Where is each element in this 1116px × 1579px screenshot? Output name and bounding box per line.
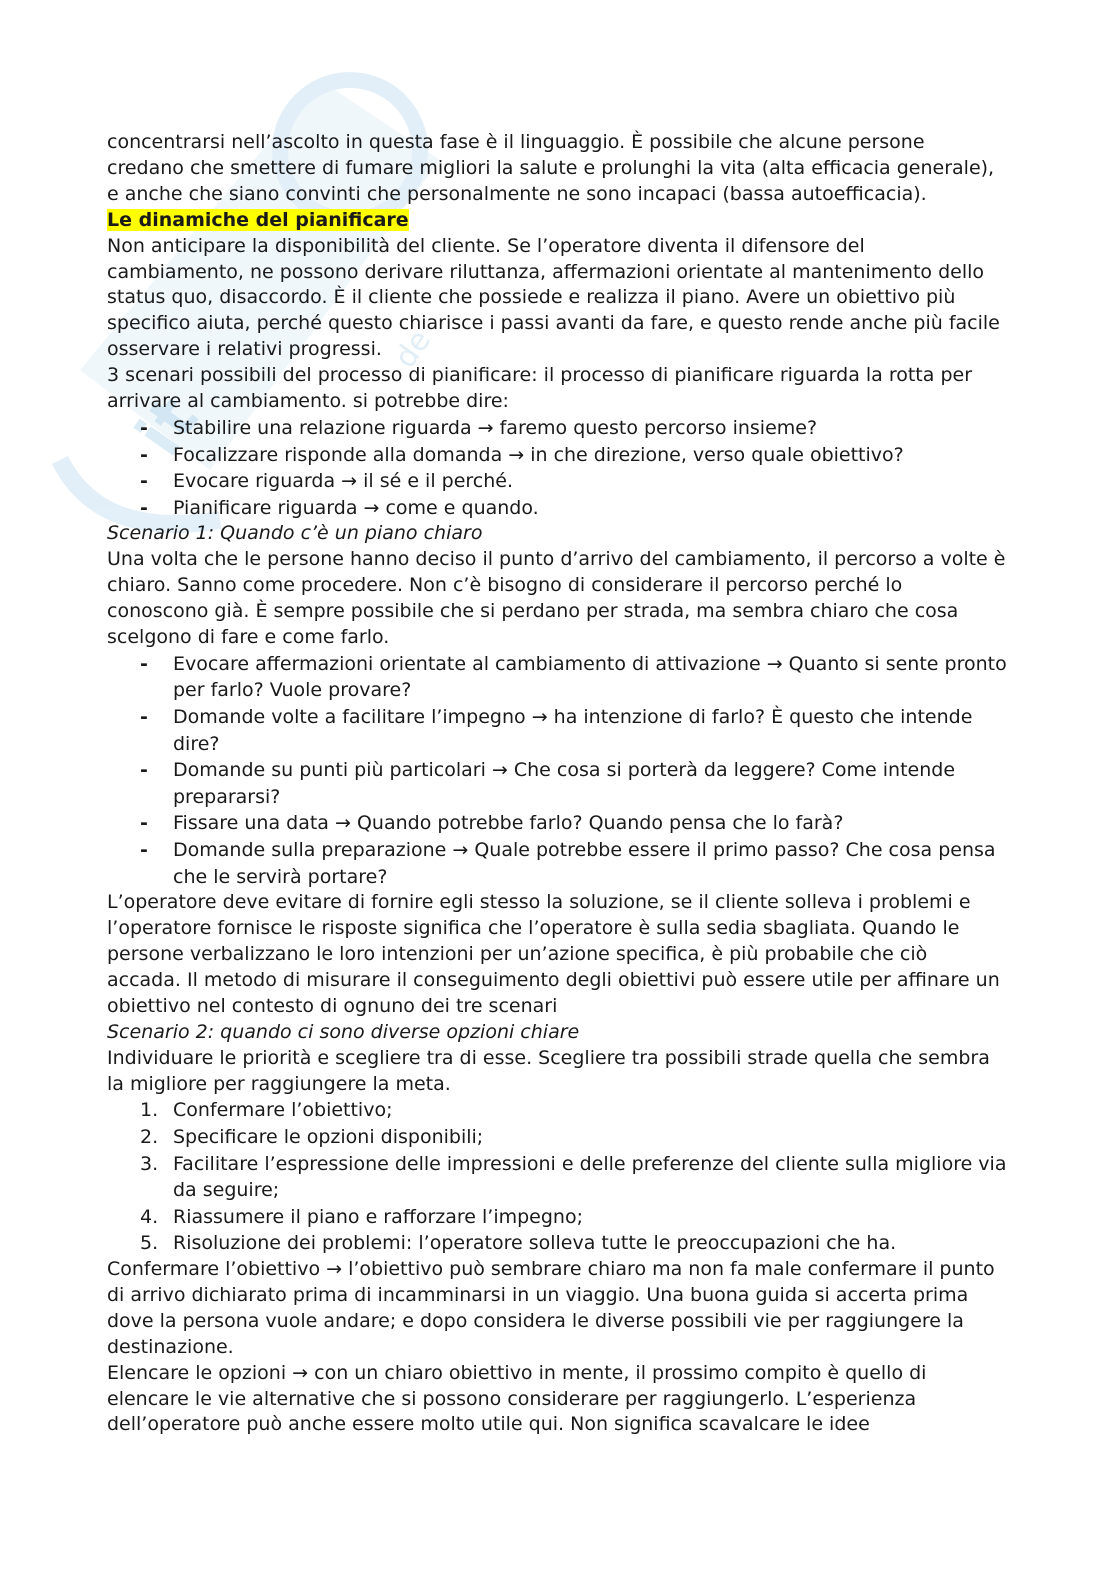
list-number: 3. bbox=[140, 1152, 159, 1175]
paragraph-list-options: Elencare le opzioni → con un chiaro obiettivo in mente, il prossimo compito è quello di elencare le vie alternative che si possono considerare per raggiungerlo. L’esperienza dell’operatore può anche essere molto utile qui. Non significa scavalcare le idee bbox=[107, 1361, 927, 1436]
list-item: - Domande su punti più particolari → Che cosa si porterà da leggere? Come intende prepararsi? bbox=[107, 757, 1007, 810]
document-page bbox=[107, 130, 1007, 1438]
list-item: - Domande volte a facilitare l’impegno → ha intenzione di farlo? È questo che intende dire? bbox=[107, 704, 1007, 757]
list-item: - Domande sulla preparazione → Quale potrebbe essere il primo passo? Che cosa pensa che le servirà portare? bbox=[107, 837, 1007, 890]
list-item bbox=[107, 1124, 1007, 1151]
scenario-2-list bbox=[107, 1097, 1007, 1257]
list-number: 2. bbox=[140, 1126, 159, 1149]
list-text: Riassumere il piano e rafforzare l’impegno; bbox=[173, 1205, 584, 1228]
scenario-2-text: Individuare le priorità e scegliere tra di esse. Scegliere tra possibili strade quella che sembra la migliore per raggiungere la meta. bbox=[107, 1046, 990, 1095]
list-item bbox=[107, 1151, 1007, 1204]
scenario-2-title: Scenario 2: quando ci sono diverse opzioni chiare bbox=[107, 1020, 580, 1043]
list-item bbox=[107, 1204, 1007, 1231]
list-item: - Fissare una data → Quando potrebbe farlo? Quando pensa che lo farà? bbox=[107, 810, 1007, 837]
watermark-text-2: de bbox=[387, 323, 439, 375]
list-item: - Stabilire una relazione riguarda → faremo questo percorso insieme? bbox=[107, 415, 1007, 442]
list-number: 1. bbox=[140, 1099, 159, 1122]
paragraph-confirm-goal: Confermare l’obiettivo → l’obiettivo può sembrare chiaro ma non fa male confermare il punto di arrivo dichiarato prima di incamminarsi in un viaggio. Una buona guida si accerta prima dove la persona vuole andare; e dopo considera le diverse possibili vie per raggiungere la destinazione. bbox=[107, 1258, 995, 1358]
list-text: Specificare le opzioni disponibili; bbox=[173, 1126, 484, 1149]
list-item bbox=[107, 1230, 1007, 1257]
list-item: - Evocare affermazioni orientate al cambiamento di attivazione → Quanto si sente pronto per farlo? Vuole provare? bbox=[107, 651, 1007, 704]
section-heading: Le dinamiche del pianificare bbox=[107, 208, 409, 231]
process-list bbox=[107, 415, 1007, 521]
list-text: Risoluzione dei problemi: l’operatore solleva tutte le preoccupazioni che ha. bbox=[173, 1232, 897, 1255]
list-text: Confermare l’obiettivo; bbox=[173, 1099, 393, 1122]
scenario-1-text: Una volta che le persone hanno deciso il punto d’arrivo del cambiamento, il percorso a volte è chiaro. Sanno come procedere. Non c’è bisogno di considerare il percorso perché lo conoscono già. È sempre possibile che si perdano per strada, ma sembra chiaro che cosa scelgono di fare e come farlo. bbox=[107, 548, 1006, 648]
list-text: Facilitare l’espressione delle impressioni e delle preferenze del cliente sulla migliore via da seguire; bbox=[173, 1152, 1007, 1202]
list-number: 4. bbox=[140, 1205, 159, 1228]
section-heading-wrapper bbox=[107, 208, 1007, 234]
scenario-1-title: Scenario 1: Quando c’è un piano chiaro bbox=[107, 522, 483, 545]
list-item: - Pianificare riguarda → come e quando. bbox=[107, 495, 1007, 522]
watermark-text: it bbox=[122, 383, 214, 470]
paragraph-intro: concentrarsi nell’ascolto in questa fase è il linguaggio. È possibile che alcune persone credano che smettere di fumare migliori la salute e prolunghi la vita (alta efficacia generale), e anche che siano convinti che personalmente ne sono incapaci (bassa autoefficacia). bbox=[107, 131, 995, 205]
list-item bbox=[107, 1097, 1007, 1124]
paragraph-scenarios: 3 scenari possibili del processo di pianificare: il processo di pianificare riguarda la rotta per arrivare al cambiamento. si potrebbe dire: bbox=[107, 364, 973, 413]
paragraph-planning: Non anticipare la disponibilità del cliente. Se l’operatore diventa il difensore del cambiamento, ne possono derivare riluttanza, affermazioni orientate al mantenimento dello status quo, disaccordo. È il cliente che possiede e realizza il piano. Avere un obiettivo più specifico aiuta, perché questo chiarisce i passi avanti da fare, e questo rende anche più facile osservare i relativi progressi. bbox=[107, 234, 1000, 361]
list-item: - Focalizzare risponde alla domanda → in che direzione, verso quale obiettivo? bbox=[107, 442, 1007, 469]
scenario-1-list bbox=[107, 651, 1007, 890]
scenario-1-after: L’operatore deve evitare di fornire egli stesso la soluzione, se il cliente solleva i problemi e l’operatore fornisce le risposte significa che l’operatore è sulla sedia sbagliata. Quando le persone verbalizzano le loro intenzioni per un’azione specifica, è più probabile che ciò accada. Il metodo di misurare il conseguimento degli obiettivi può essere utile per affinare un obiettivo nel contesto di ognuno dei tre scenari bbox=[107, 891, 1000, 1017]
list-number: 5. bbox=[140, 1232, 159, 1255]
list-item: - Evocare riguarda → il sé e il perché. bbox=[107, 468, 1007, 495]
